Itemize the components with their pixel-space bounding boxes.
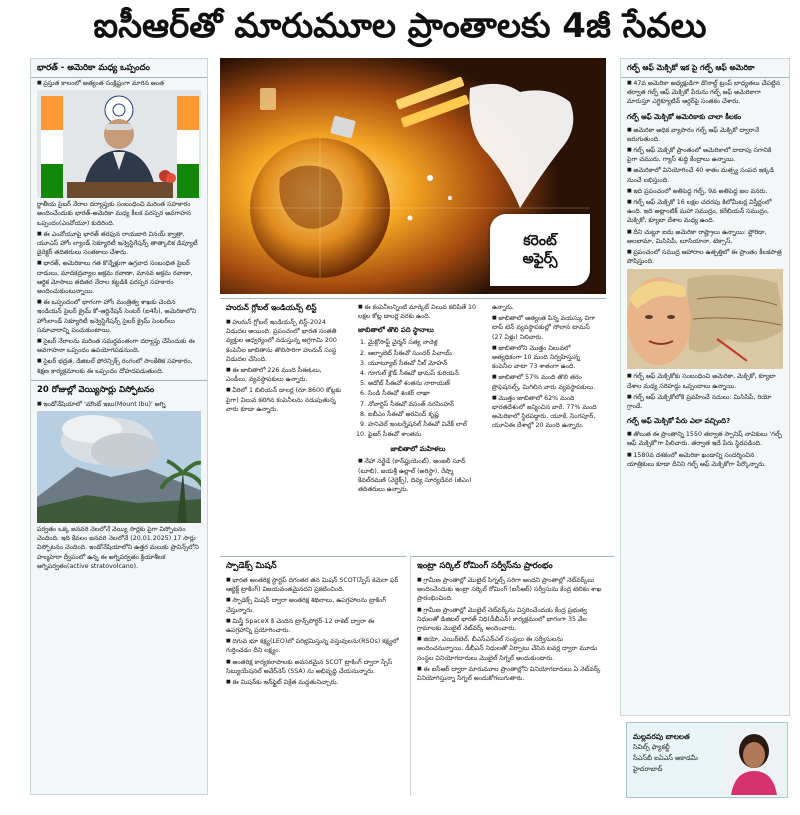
page-headline: ఐసీఆర్‌తో మారుమూల ప్రాంతాలకు 4జీ సేవలు (93, 6, 707, 46)
badge-line-1: కరెంట్ (523, 233, 557, 249)
badge-line-2: అఫైర్స్ (522, 251, 558, 267)
volcano-photo (37, 411, 201, 523)
author-avatar (725, 727, 783, 795)
spadex-item: ■ దిగువ భూ కక్ష్య(LEO)లో పరిభ్రమిస్తున్న వస్తువులను(RSOs) కక్ష్యలో గుర్తించడం దీని లక్ష్యం. (226, 637, 400, 655)
hurun-mid-top: ■ ఈ కంపెనీలన్నింటి మార్కెట్ విలువ కలిపితే 10 లక్షల కోట్ల డాలర్ల వరకు ఉంది. (358, 303, 478, 321)
list-item: 10. ఫైజర్ సీఈవో శాంతను (368, 430, 478, 439)
right-column (620, 58, 790, 716)
hurun-list-title: జాబితాలో తొలి పది స్థానాలు (358, 326, 434, 335)
gulf-item-2: ■ 1580వ దశకంలో అమెరికా ఖండాన్ని సందర్శించిన యాత్రికులు కూడా దీనిని గల్ఫ్ ఆఫ్ మెక్సికోగా పేర్కొన్నారు. (627, 451, 783, 469)
spadex-item: ■ భారత అంతరిక్ష స్టార్టప్ దిగంతర తన మిషన్ SCOT(స్పేస్ కెమెరా ఫర్ ఆబ్జెక్ట్ ట్రాకింగ్) విజయవంతమైనదని ప్రకటించింది. (226, 576, 400, 594)
current-affairs-badge (490, 214, 590, 286)
icr-title: ఇంట్రా సర్కిల్ రోమింగ్ సర్వీస్‌ను ప్రారంభం (417, 561, 553, 571)
hurun-right-para-1: ■ జాబితాలో అత్యంత పిన్న వయస్కు విగా టాప్ టెన్ వ్యవస్థాపకుల్లో సోలాన టామస్ (27 ఏళ్లు) నిలిచారు. (492, 314, 600, 342)
author-avatar-svg (725, 727, 783, 795)
list-item: 3. యూట్యూబ్ సీఈవో నీల్ మోహన్ (368, 359, 478, 368)
volcano-section-title: 20 రోజుల్లో వెయ్యిసార్లు విస్ఫోటనం (31, 380, 207, 399)
volcano-para: పర్వతం ఒక్క జనవరి నెలలోనే వెయ్యి సార్లకు పైగా విస్ఫోటనం చెందింది. ఇది కేవలం జనవరి నెలలోనే (20.01.2025) 17 సార్లు విస్ఫోటనం చెందింది. ఇండోనేషియాలోని ఉత్తర మలుకు ప్రావిన్స్‌లోని హల్మహెరా ద్వీపంలో ఉన్న ఈ అగ్నిపర్వతం క్రియాశీలక అగ్నిపర్వతం(active stratovolcano). (37, 526, 199, 570)
volcano-photo-svg (37, 411, 201, 523)
list-item: 7. నోవార్టిస్ సీఈవో వసంత్ నరసింహన్ (368, 400, 478, 409)
hurun-right-para-4: ■ మొత్తం జాబితాలో 62% మంది భారతదేశంలో జన్మించిన వారే. 77% మంది అమెరికాలో స్థిరపడ్డారు. యూకే, సింగపూర్, యూఏఈ దేశాల్లో 20 మంది ఉన్నారు. (492, 394, 600, 431)
author-box (626, 722, 788, 798)
india-us-para-3: ■ భారత్, అమెరికాలు గత కొన్నేళ్లుగా ఉగ్రవాద సంబంధిత సైబర్ దాడులు, మాదకద్రవ్యాల అక్రమ రవాణా, మానవ అక్రమ రవాణా, ఆర్థిక మోసాలు తదితర నేరాల కట్టడికి పరస్పర సహకారం అందించుకుంటున్నాయి. (37, 259, 201, 296)
india-us-section-title: భారత్ - అమెరికా మధ్య ఒప్పందం (31, 59, 207, 78)
list-item: 4. గూగుల్ క్లౌడ్ సీఈవో థామస్ కురియన్ (368, 369, 478, 378)
gulf-title: గల్ఫ్ ఆఫ్ మెక్సికో ఇక పై గల్ఫ్ ఆఫ్ అమెరికా (621, 59, 789, 78)
india-us-para-6: ■ సైబర్ భద్రత, డిజిటల్ ఫోరెన్సిక్స్ రంగంలో సాంకేతిక సహకారం, శిక్షణ కార్యక్రమాలకు ఈ ఒప్పందం దోహదపడుతుంది. (37, 357, 201, 375)
list-item: 8. ఐబీఎం సీఈవో అరవింద్ కృష్ణ (368, 410, 478, 419)
india-us-para-1: ర్జాతీయ సైబర్ నేరాల దర్యాప్తుకు సంబంధించి మరింత సహకారం అందించేందుకు భారత్-అమెరికా మధ్య కీలక పరస్పర అవగాహన ఒప్పందం(ఎంవోయూ) కుదిరింది. (37, 201, 191, 227)
official-photo (37, 90, 201, 198)
gulf-item: ■ ఇది ప్రపంచంలో అతిపెద్ద గల్ఫ్, 9వ అతిపెద్ద జల వనరు. (627, 187, 783, 196)
india-us-intro: ■ ప్రస్తుత కాలంలో అత్యంత సంక్లిష్టంగా మారిన అంత (37, 79, 201, 88)
gulf-item: ■ ప్రపంచంలో సముద్ర ఆహారాల ఉత్పత్తిలో ఈ ప్రాంతం కీలకపాత్ర పోషిస్తుంది. (627, 248, 783, 266)
hurun-para-2: ■ ఈ జాబితాలో 226 మంది సీఈఓలు, ఎండీలు, వ్యవస్థాపకులు ఉన్నారు. (226, 366, 344, 384)
hurun-section (220, 298, 606, 552)
gulf-intro: ■ 47వ అమెరికా అధ్యక్షుడిగా డొనాల్డ్ ట్రంప్ బాధ్యతలు చేపట్టిన తర్వాత గల్ఫ్ ఆఫ్ మెక్సికో పేరును గల్ఫ్ ఆఫ్ అమెరికాగా మారుస్తూ ఎగ్జిక్యూటివ్ ఆర్డర్‌పై సంతకం చేశారు. (627, 79, 783, 107)
list-item: 2. ఆల్ఫాబెట్ సీఈవో సుందర్ పిచాయ్ (368, 349, 478, 358)
gulf-item: ■ గల్ఫ్ ఆఫ్ మెక్సికో 16 లక్షల చదరపు కిలోమీటర్ల విస్తీర్ణంలో ఉంది. ఇది అట్లాంటిక్ మహా సముద్రం, కరేబియన్ సముద్రం, మెక్సికో, క్యూబా దేశాల మధ్య ఉంది. (627, 198, 783, 226)
india-us-para-4: ■ ఈ ఒప్పందంలో భాగంగా హోం మంత్రిత్వ శాఖకు చెందిన ఇండియన్ సైబర్ క్రైమ్ కో-ఆర్డినేషన్ సెంటర్ (ఐ4సీ), అమెరికాలోని హోంలాండ్ సెక్యూరిటీ ఇన్వెస్టిగేషన్స్ సైబర్ క్రైమ్ సెంటర్‌లు సమాచారాన్ని పంచుకుంటాయి. (37, 298, 201, 335)
hurun-right-para-0: ఉన్నారు. (492, 304, 514, 311)
author-role: సివిల్స్ ఫ్యాకల్టీ (633, 743, 670, 751)
list-item: 1. మైక్రోసాఫ్ట్ చైర్మన్ సత్య నాదెళ్ల (368, 338, 478, 347)
icr-item: ■ జియో, ఎయిర్‌టెల్, బీఎస్ఎన్ఎల్ సంస్థలు ఈ సర్వీసులను అందించనున్నాయి. డీబీఎన్ నిధులతో ఏర్పాటు చేసిన టవర్ల ద్వారా మూడు సంస్థల వినియోగదారులు మొబైల్ సిగ్నల్ అందుకుంటారు. (417, 635, 608, 663)
gulf-item: ■ దీని చుట్టూ ఐదు అమెరికా రాష్ట్రాలు ఉన్నాయి: ఫ్లోరిడా, అలబామా, మిసిసిపీ, లూసియానా, టెక్సాస్. (627, 228, 783, 246)
official-photo-svg (37, 90, 201, 198)
list-item: 6. సిండి సీఈవో శంకర్ లాఖా (368, 389, 478, 398)
gulf-subtitle-1: గల్ఫ్ ఆఫ్ మెక్సికో అమెరికాకు చాలా కీలకం (627, 112, 742, 121)
india-us-para-2: ■ ఈ ఎంవోయూపై భారత్ తరఫున రాయబారి వినయ్ క్వాత్రా, యూఎస్ హోం ల్యాండ్ సెక్యూరిటీ ఇన్వెస్టిగేషన్స్ తాత్కాలిక డిప్యూటీ డైరెక్టర్ తదితరులు సంతకాలు చేశారు. (37, 230, 201, 258)
gulf-item-2: ■ తొలుత ఈ ప్రాంతాన్ని 1550 తర్వాత స్పానిష్ నావికులు 'గల్ఫ్ ఆఫ్ మెక్సికో'గా పిలిచారు. తర్వాత ఇదే పేరు స్థిరపడింది. (627, 430, 783, 448)
icr-section (410, 556, 614, 796)
india-us-para-5: ■ సైబర్ నేరాలను మరింత సమర్థవంతంగా దర్యాప్తు చేసేందుకు ఈ అవగాహనా ఒప్పందం ఉపయోగపడనుంది. (37, 337, 201, 355)
icr-item: ■ గ్రామీణ ప్రాంతాల్లో మొబైల్ నెట్‌వర్క్‌ను విస్తరించేందుకు కేంద్ర ప్రభుత్వ నిధులతో డిజిటల్ భారత్ నిధి(డీబీఎన్) కార్యక్రమంలో భాగంగా 35 వేల గ్రామాలకు మొబైల్ నెట్‌వర్క్ అందించారు. (417, 606, 608, 634)
spadex-item: ■ స్పాడెక్స్ మిషన్ ద్వారా అంతరిక్ష శిథిలాలు, ఉపగ్రహాలను ట్రాకింగ్ చేస్తున్నారు. (226, 596, 400, 614)
trump-map-svg (627, 269, 783, 369)
gulf-subtitle-2: గల్ఫ్ ఆఫ్ మెక్సికో పేరు ఎలా వచ్చింది? (627, 417, 731, 426)
hurun-right-para-3: ■ జాబితాలో 57% మంది తొలి తరం ప్రొఫెషనల్స్, మిగిలిన వారు వ్యవస్థాపకులు. (492, 373, 600, 391)
hurun-top-ten-list (368, 338, 478, 439)
icr-item: ■ గ్రామీణ ప్రాంతాల్లో మొబైల్ సిగ్నల్స్ సరిగా అందని ప్రాంతాల్లో నెట్‌వర్క్‌లు అందించేందుకు ఇంట్రా సర్కిల్ రోమింగ్ (ఐసీఆర్) సర్వీసును కేంద్ర టెలికం శాఖ ప్రారంభించింది. (417, 576, 608, 604)
spadex-title: స్పాడెక్స్ మిషన్ (226, 561, 277, 571)
hurun-women-title: జాబితాలో మహిళలు (390, 445, 446, 454)
author-name: మల్లవరపు బాలలత (633, 732, 690, 741)
hurun-para-1: ■ హురున్ గ్లోబల్ ఇండియన్స్ లిస్ట్-2024 విడుదల అయింది. ప్రపంచంలో భారత సంతతి వ్యక్తుల ఆధ్వర్యంలో నడుస్తున్న అగ్రగామి 200 కంపెనీల జాబితాను తొలిసారిగా హురున్ సంస్థ విడుదల చేసింది. (226, 318, 344, 364)
spadex-section (220, 556, 406, 796)
gulf-item: ■ గల్ఫ్ ఆఫ్ మెక్సికో ప్రాంతంలో అమెరికాలో దాదాపు సగానికి పైగా చమురు, గ్యాస్ శుద్ధి కేంద్రాలు ఉన్నాయి. (627, 146, 783, 164)
gulf-item: ■ అమెరికాలో వినియోగించే 40 శాతం మత్స్య సంపద ఇక్కడి నుంచే లభిస్తుంది. (627, 166, 783, 184)
author-org: సీఎస్‌బీ ఐఏఎస్ అకాడమీ (633, 754, 698, 762)
list-item: 9. హనివెల్ ఇంటర్నేషనల్ సీఈవో వివేక్ లాల్ (368, 420, 478, 429)
list-item: 5. అడోబ్ సీఈవో శంతను నారాయణ్ (368, 379, 478, 388)
spadex-item: ■ మిస్త్రీ SpaceX కి చెందిన ట్రాన్స్‌పోర్టర్-12 రాకెట్ ద్వారా ఈ ఉపగ్రహాన్ని ప్రయోగించారు. (226, 617, 400, 635)
spadex-item: ■ అంతరిక్ష కార్యకలాపాలకు అవసరమైన SCOT ట్రాకింగ్ ద్వారా స్పేస్ సిట్యుయేషనల్ అవేర్‌నెస్ (SSA) ను అభివృద్ధి చేయనున్నారు. (226, 658, 400, 676)
icr-item: ■ ఈ ఐసీఆర్ ద్వారా మారుమూల ప్రాంతాల్లోని వినియోగదారులు ఏ నెట్‌వర్క్ వినియోగిస్తున్నా సిగ్నల్ అందుకోగలుగుతారు. (417, 665, 608, 683)
gulf-after-item: ■ గల్ఫ్ ఆఫ్ మెక్సికోకు సంబంధించి అమెరికా, మెక్సికో, క్యూబా దేశాల మధ్య సరిహద్దు ఒప్పందాలు ఉన్నాయి. (627, 372, 783, 390)
hurun-title: హురున్ గ్లోబల్ ఇండియన్స్ లిస్ట్ (226, 303, 317, 312)
hurun-right-para-2: ■ జాబితాలోని మొత్తం విలువలో అత్యధికంగా 10 మంది నిర్వహిస్తున్న కంపెనీల వాటా 73 శాతంగా ఉంది. (492, 344, 600, 372)
spadex-item: ■ ఈ మిషన్‌కు ఇన్‌ఫ్లైట్ విక్రేత మద్దతునిచ్చారు. (226, 678, 400, 687)
hurun-para-3: ■ వీరిలో 1 బిలియన్ డాలర్ల (రూ.8600 కోట్లకు పైగా) విలువ కలిగిన కంపెనీలను నడుపుతున్న వారు కూడా ఉన్నారు. (226, 386, 344, 414)
gulf-after-item: ■ గల్ఫ్ ఆఫ్ మెక్సికోలోకి ప్రవహించే నదులు: మిసిసిపీ, రియో గ్రాండే. (627, 393, 783, 411)
volcano-intro: ■ ఇండోనేషియాలో 'మౌంట్ ఇబు(Mount Ibu)' అగ్ని (37, 400, 201, 409)
hurun-women-para: ■ నేహా నర్ఖేడే (కాన్‌ఫ్లుయెంట్), అంజలీ సూద్ (టూబి), జయశ్రీ ఉల్లాల్ (అరిస్టా), రేష్మా కేవల్‌రమణి (వెర్టెక్స్), దివ్య సూర్యదేవర (జీఎం) తదితరులు ఉన్నారు. (358, 457, 478, 494)
left-column (30, 58, 208, 795)
author-city: హైదరాబాద్ (633, 765, 663, 773)
trump-map-photo (627, 269, 783, 369)
gulf-item: ■ అమెరికా అధిక వ్యాపారం గల్ఫ్ ఆఫ్ మెక్సికో ద్వారానే జరుగుతుంది. (627, 126, 783, 144)
